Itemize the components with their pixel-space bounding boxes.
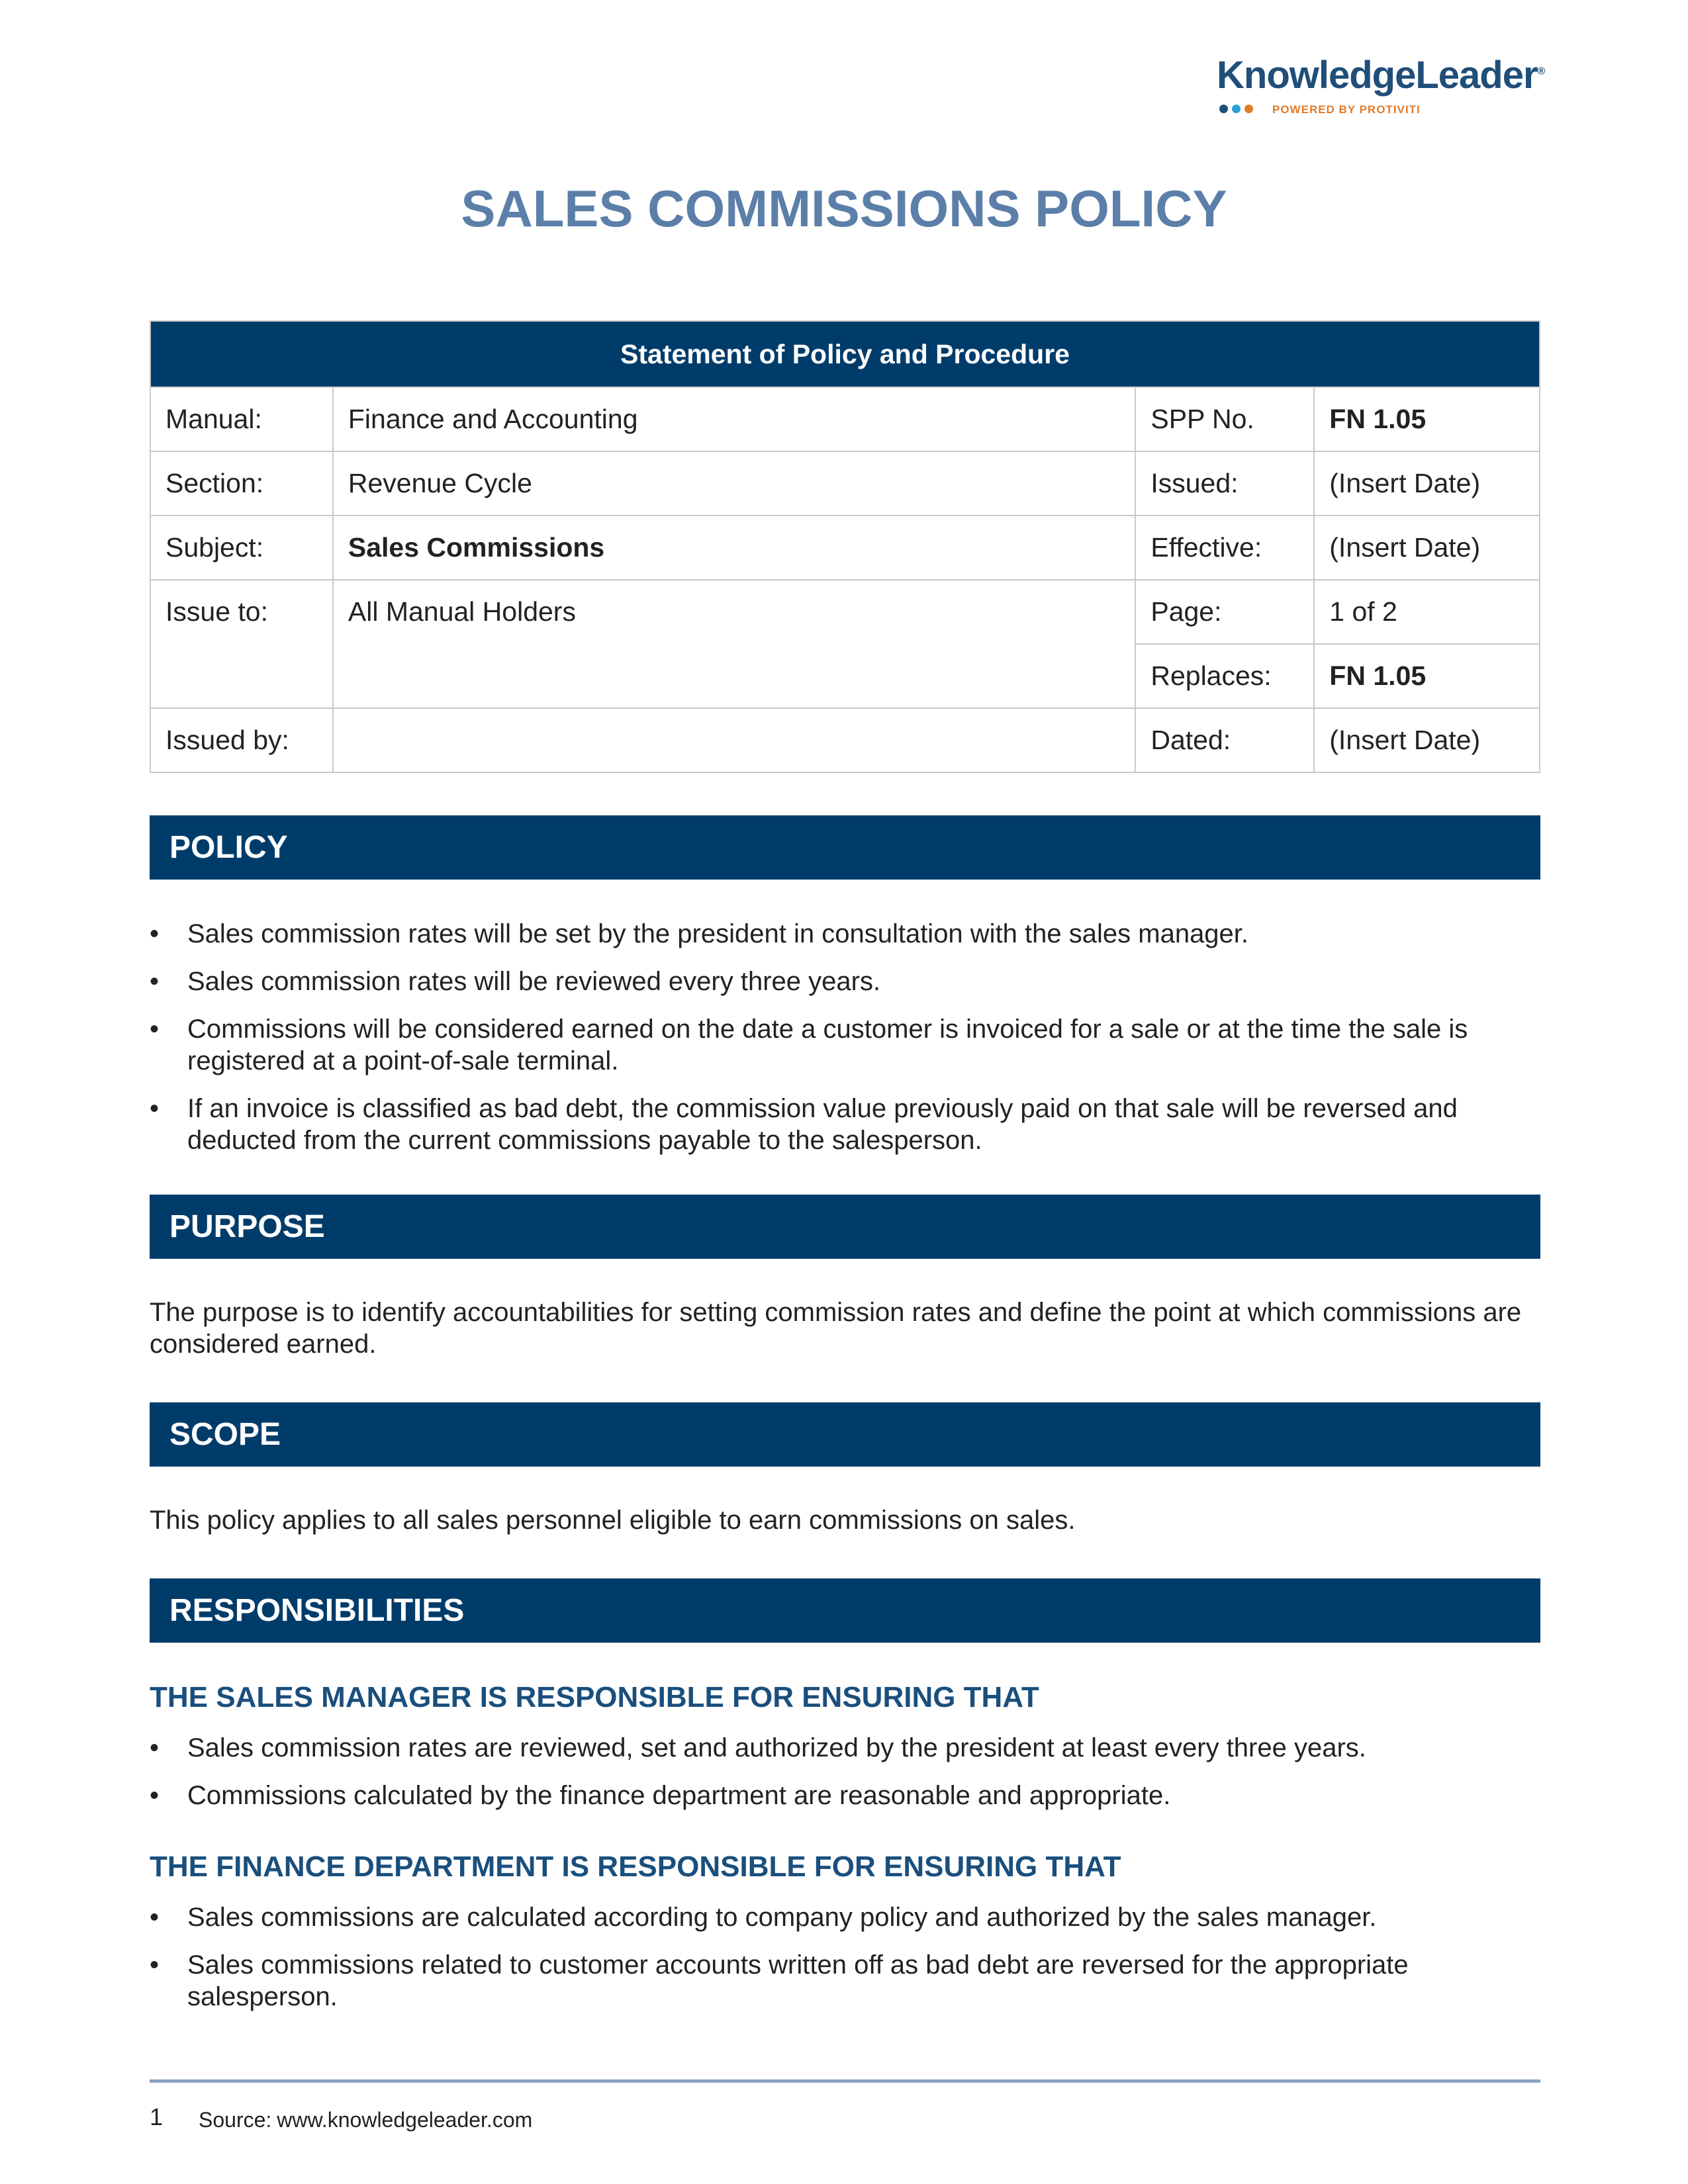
list-item: • Sales commission rates are reviewed, set and authorized by the president at least every three years.: [150, 1732, 1540, 1764]
page-label: Page:: [1135, 580, 1314, 644]
list-item: • Commissions calculated by the finance department are reasonable and appropriate.: [150, 1780, 1540, 1811]
spp-header: Statement of Policy and Procedure: [150, 321, 1540, 387]
list-item: • Commissions will be considered earned on the date a customer is invoiced for a sale or at the time the sale is registered at a point-of-sale terminal.: [150, 1013, 1540, 1077]
finance-list: [150, 1901, 1540, 2028]
issue-to-label: Issue to:: [150, 580, 333, 708]
spp-table: [150, 320, 1540, 773]
logo-name: KnowledgeLeader: [1217, 54, 1538, 97]
logo-trademark: ®: [1537, 66, 1545, 77]
section-label: Section:: [150, 451, 333, 516]
source-label: Source:: [199, 2108, 272, 2132]
subject-label: Subject:: [150, 516, 333, 580]
scope-heading: SCOPE: [150, 1402, 1540, 1467]
issued-by-label: Issued by:: [150, 708, 333, 772]
purpose-text: The purpose is to identify accountabilities for setting commission rates and define the point at which commissions are considered earned.: [150, 1298, 1522, 1359]
dated-value: (Insert Date): [1314, 708, 1540, 772]
source-link[interactable]: www.knowledgeleader.com: [277, 2108, 533, 2132]
table-row: [150, 387, 1540, 451]
scope-text: This policy applies to all sales personnel eligible to earn commissions on sales.: [150, 1506, 1076, 1535]
finance-subheading: THE FINANCE DEPARTMENT IS RESPONSIBLE FOR ENSURING THAT: [150, 1850, 1121, 1883]
sales-manager-list: [150, 1732, 1540, 1827]
effective-value: (Insert Date): [1314, 516, 1540, 580]
list-item: • Sales commissions are calculated according to company policy and authorized by the sales manager.: [150, 1901, 1540, 1933]
responsibilities-heading: RESPONSIBILITIES: [150, 1578, 1540, 1643]
purpose-heading: PURPOSE: [150, 1195, 1540, 1259]
logo-dot: [1219, 105, 1228, 113]
list-item: • If an invoice is classified as bad debt, the commission value previously paid on that sale will be reversed and deducted from the current commissions payable to the salesperson.: [150, 1093, 1540, 1156]
manual-value: Finance and Accounting: [333, 387, 1136, 451]
logo-dots-icon: [1219, 105, 1253, 113]
table-row: [150, 708, 1540, 772]
logo-dot: [1244, 105, 1253, 113]
footer-divider: [150, 2079, 1540, 2083]
table-row: [150, 451, 1540, 516]
replaces-label: Replaces:: [1135, 644, 1314, 708]
issue-to-value: All Manual Holders: [333, 580, 1136, 708]
page-value: 1 of 2: [1314, 580, 1540, 644]
document-title: SALES COMMISSIONS POLICY: [461, 179, 1227, 238]
spp-label: SPP No.: [1135, 387, 1314, 451]
logo-dot: [1232, 105, 1241, 113]
table-row: [150, 580, 1540, 644]
sales-manager-subheading: THE SALES MANAGER IS RESPONSIBLE FOR ENSURING THAT: [150, 1681, 1039, 1713]
logo-tagline: POWERED BY PROTIVITI: [1272, 103, 1421, 116]
table-row: [150, 516, 1540, 580]
policy-list: [150, 918, 1540, 1172]
dated-label: Dated:: [1135, 708, 1314, 772]
replaces-value: FN 1.05: [1314, 644, 1540, 708]
issued-by-value: [333, 708, 1136, 772]
subject-value: Sales Commissions: [333, 516, 1136, 580]
policy-heading: POLICY: [150, 815, 1540, 880]
page-number: 1: [150, 2103, 164, 2130]
issued-value: (Insert Date): [1314, 451, 1540, 516]
list-item: • Sales commissions related to customer accounts written off as bad debt are reversed for the appropriate salesperson.: [150, 1949, 1540, 2013]
manual-label: Manual:: [150, 387, 333, 451]
list-item: • Sales commission rates will be set by the president in consultation with the sales manager.: [150, 918, 1540, 950]
issued-label: Issued:: [1135, 451, 1314, 516]
section-value: Revenue Cycle: [333, 451, 1136, 516]
effective-label: Effective:: [1135, 516, 1314, 580]
knowledgeleader-logo: [1217, 53, 1545, 126]
spp-header-row: [150, 321, 1540, 387]
spp-value: FN 1.05: [1314, 387, 1540, 451]
list-item: • Sales commission rates will be reviewed every three years.: [150, 966, 1540, 997]
footer-source: [199, 2108, 532, 2132]
logo-wordmark: [1217, 53, 1544, 97]
